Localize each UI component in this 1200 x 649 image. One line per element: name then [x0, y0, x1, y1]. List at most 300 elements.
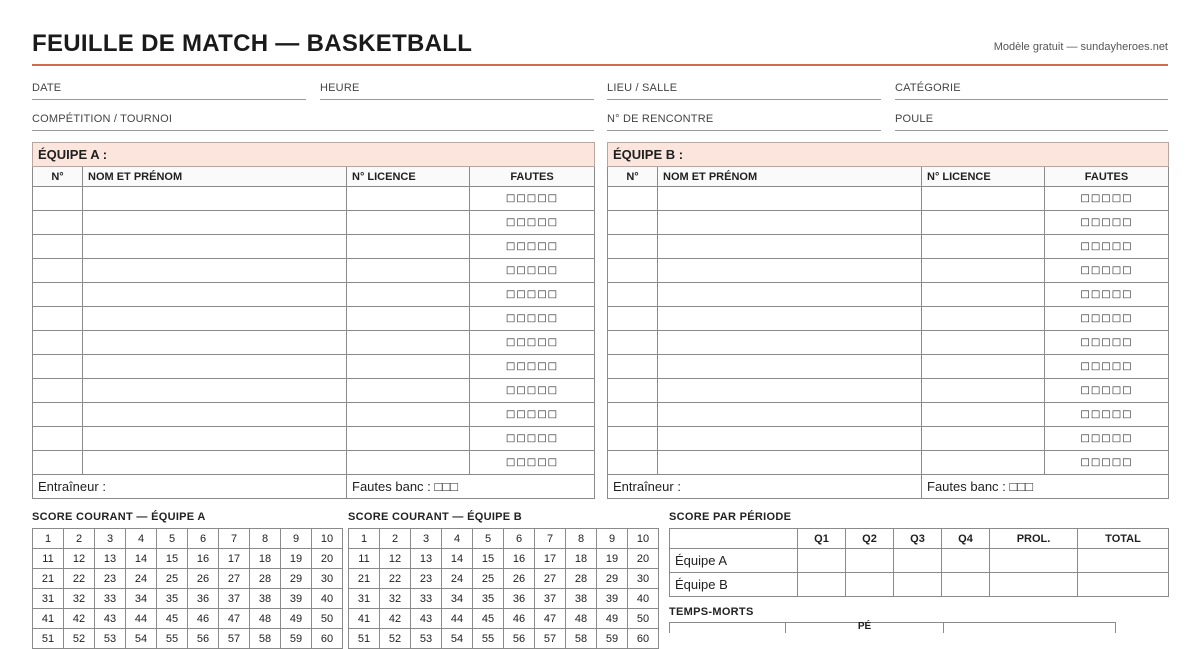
foul-boxes[interactable]: □□□□□ [470, 355, 595, 379]
period-cell[interactable] [1078, 549, 1169, 573]
player-name-cell[interactable] [83, 355, 347, 379]
score-cell[interactable]: 27 [535, 569, 566, 589]
period-cell[interactable] [894, 549, 942, 573]
period-total-header: TOTAL [1078, 529, 1169, 549]
player-name-cell[interactable] [658, 235, 922, 259]
score-cell[interactable]: 11 [349, 549, 380, 569]
period-q3-header: Q3 [894, 529, 942, 549]
player-number-cell[interactable] [608, 211, 658, 235]
period-cell[interactable] [990, 549, 1078, 573]
score-cell[interactable]: 17 [219, 549, 250, 569]
score-cell[interactable]: 10 [628, 529, 659, 549]
period-cell[interactable] [942, 549, 990, 573]
foul-boxes[interactable]: □□□□□ [470, 211, 595, 235]
score-cell[interactable]: 23 [95, 569, 126, 589]
score-cell[interactable]: 9 [281, 529, 312, 549]
score-cell[interactable]: 42 [380, 609, 411, 629]
period-cell[interactable] [894, 573, 942, 597]
score-cell[interactable]: 32 [380, 589, 411, 609]
score-cell[interactable]: 55 [473, 629, 504, 649]
score-cell[interactable]: 28 [566, 569, 597, 589]
score-cell[interactable]: 39 [281, 589, 312, 609]
player-number-cell[interactable] [608, 235, 658, 259]
score-cell[interactable]: 37 [535, 589, 566, 609]
score-cell[interactable]: 47 [219, 609, 250, 629]
period-cell[interactable] [798, 573, 846, 597]
score-cell[interactable]: 4 [442, 529, 473, 549]
player-name-cell[interactable] [658, 451, 922, 475]
player-number-cell[interactable] [33, 211, 83, 235]
column-number: N° [608, 167, 658, 187]
period-corner [670, 529, 798, 549]
score-cell[interactable]: 56 [188, 629, 219, 649]
score-cell[interactable]: 46 [504, 609, 535, 629]
player-number-cell[interactable] [608, 187, 658, 211]
score-cell[interactable]: 54 [126, 629, 157, 649]
score-cell[interactable]: 54 [442, 629, 473, 649]
player-number-cell[interactable] [33, 187, 83, 211]
table-row [33, 379, 595, 403]
score-cell[interactable]: 16 [504, 549, 535, 569]
player-name-cell[interactable] [83, 379, 347, 403]
player-number-cell[interactable] [608, 259, 658, 283]
player-number-cell[interactable] [33, 331, 83, 355]
score-cell[interactable]: 44 [442, 609, 473, 629]
player-number-cell[interactable] [608, 403, 658, 427]
score-cell[interactable]: 38 [566, 589, 597, 609]
score-cell[interactable]: 20 [628, 549, 659, 569]
team-b-bench-fouls[interactable]: Fautes banc : □□□ [922, 475, 1169, 499]
player-name-cell[interactable] [83, 307, 347, 331]
foul-boxes[interactable]: □□□□□ [1045, 427, 1169, 451]
score-cell[interactable]: 7 [535, 529, 566, 549]
team-a-coach[interactable]: Entraîneur : [33, 475, 347, 499]
player-number-cell[interactable] [33, 307, 83, 331]
period-q1-header: Q1 [798, 529, 846, 549]
period-cell[interactable] [798, 549, 846, 573]
score-cell[interactable]: 34 [126, 589, 157, 609]
table-row [33, 259, 595, 283]
pool-label: POULE [895, 113, 934, 125]
player-name-cell[interactable] [83, 259, 347, 283]
table-row [608, 307, 1169, 331]
player-number-cell[interactable] [33, 403, 83, 427]
column-number: N° [33, 167, 83, 187]
category-field[interactable] [895, 80, 1168, 100]
player-licence-cell[interactable] [922, 283, 1045, 307]
player-name-cell[interactable] [658, 379, 922, 403]
score-row [349, 589, 659, 609]
foul-boxes[interactable]: □□□□□ [1045, 403, 1169, 427]
score-cell[interactable]: 3 [95, 529, 126, 549]
score-cell[interactable]: 10 [312, 529, 343, 549]
score-cell[interactable]: 17 [535, 549, 566, 569]
foul-boxes[interactable]: □□□□□ [470, 451, 595, 475]
score-cell[interactable]: 29 [597, 569, 628, 589]
score-cell[interactable]: 25 [473, 569, 504, 589]
score-cell[interactable]: 35 [473, 589, 504, 609]
foul-boxes[interactable]: □□□□□ [470, 427, 595, 451]
player-licence-cell[interactable] [922, 235, 1045, 259]
player-licence-cell[interactable] [347, 331, 470, 355]
score-cell[interactable]: 26 [504, 569, 535, 589]
score-cell[interactable]: 15 [157, 549, 188, 569]
table-row [608, 283, 1169, 307]
column-name: NOM ET PRÉNOM [83, 167, 347, 187]
foul-boxes[interactable]: □□□□□ [470, 235, 595, 259]
player-licence-cell[interactable] [347, 307, 470, 331]
score-cell[interactable]: 29 [281, 569, 312, 589]
score-cell[interactable]: 18 [566, 549, 597, 569]
player-licence-cell[interactable] [347, 187, 470, 211]
player-licence-cell[interactable] [922, 451, 1045, 475]
foul-boxes[interactable]: □□□□□ [470, 403, 595, 427]
score-cell[interactable]: 41 [349, 609, 380, 629]
player-name-cell[interactable] [658, 331, 922, 355]
score-cell[interactable]: 4 [126, 529, 157, 549]
player-name-cell[interactable] [83, 331, 347, 355]
score-cell[interactable]: 53 [411, 629, 442, 649]
score-cell[interactable]: 35 [157, 589, 188, 609]
score-cell[interactable]: 57 [535, 629, 566, 649]
period-cell[interactable] [1078, 573, 1169, 597]
score-cell[interactable]: 1 [33, 529, 64, 549]
player-name-cell[interactable] [658, 403, 922, 427]
player-name-cell[interactable] [83, 211, 347, 235]
score-cell[interactable]: 21 [33, 569, 64, 589]
score-cell[interactable]: 8 [250, 529, 281, 549]
player-number-cell[interactable] [608, 355, 658, 379]
score-cell[interactable]: 13 [95, 549, 126, 569]
table-row [608, 331, 1169, 355]
player-number-cell[interactable] [608, 331, 658, 355]
foul-boxes[interactable]: □□□□□ [470, 259, 595, 283]
period-cell[interactable] [846, 549, 894, 573]
score-cell[interactable]: 23 [411, 569, 442, 589]
score-grid-b [348, 528, 659, 649]
player-number-cell[interactable] [33, 379, 83, 403]
player-licence-cell[interactable] [347, 355, 470, 379]
competition-field[interactable] [32, 111, 594, 131]
table-row [33, 355, 595, 379]
player-name-cell[interactable] [658, 187, 922, 211]
time-label: HEURE [320, 82, 360, 94]
player-number-cell[interactable] [608, 307, 658, 331]
score-cell[interactable]: 5 [157, 529, 188, 549]
player-name-cell[interactable] [658, 283, 922, 307]
table-row [33, 451, 595, 475]
table-row [608, 211, 1169, 235]
foul-boxes[interactable]: □□□□□ [470, 307, 595, 331]
score-cell[interactable]: 36 [188, 589, 219, 609]
player-licence-cell[interactable] [922, 211, 1045, 235]
score-row [349, 609, 659, 629]
score-cell[interactable]: 16 [188, 549, 219, 569]
score-cell[interactable]: 30 [312, 569, 343, 589]
score-row [349, 569, 659, 589]
column-fouls: FAUTES [470, 167, 595, 187]
table-row [608, 403, 1169, 427]
table-row [33, 187, 595, 211]
player-name-cell[interactable] [658, 355, 922, 379]
table-row [608, 235, 1169, 259]
score-cell[interactable]: 60 [312, 629, 343, 649]
table-row [33, 235, 595, 259]
score-cell[interactable]: 14 [442, 549, 473, 569]
player-number-cell[interactable] [33, 451, 83, 475]
player-number-cell[interactable] [33, 283, 83, 307]
score-cell[interactable]: 39 [597, 589, 628, 609]
table-row [608, 355, 1169, 379]
score-cell[interactable]: 7 [219, 529, 250, 549]
table-row [608, 187, 1169, 211]
score-cell[interactable]: 13 [411, 549, 442, 569]
score-cell[interactable]: 12 [380, 549, 411, 569]
timeouts-table [669, 622, 1169, 633]
score-cell[interactable]: 24 [126, 569, 157, 589]
foul-boxes[interactable]: □□□□□ [1045, 235, 1169, 259]
column-fouls: FAUTES [1045, 167, 1169, 187]
score-cell[interactable]: 45 [157, 609, 188, 629]
score-cell[interactable]: 46 [188, 609, 219, 629]
score-cell[interactable]: 2 [64, 529, 95, 549]
foul-boxes[interactable]: □□□□□ [1045, 451, 1169, 475]
score-cell[interactable]: 49 [597, 609, 628, 629]
score-cell[interactable]: 53 [95, 629, 126, 649]
score-cell[interactable]: 27 [219, 569, 250, 589]
score-cell[interactable]: 57 [219, 629, 250, 649]
period-cell[interactable] [846, 573, 894, 597]
score-cell[interactable]: 49 [281, 609, 312, 629]
player-name-cell[interactable] [658, 427, 922, 451]
score-cell[interactable]: 43 [411, 609, 442, 629]
player-number-cell[interactable] [33, 427, 83, 451]
team-a-title: ÉQUIPE A : [33, 143, 595, 167]
table-row [608, 259, 1169, 283]
pool-field[interactable] [895, 111, 1168, 131]
player-licence-cell[interactable] [347, 427, 470, 451]
foul-boxes[interactable]: □□□□□ [1045, 211, 1169, 235]
score-cell[interactable]: 38 [250, 589, 281, 609]
period-overtime-header: PROL. [990, 529, 1078, 549]
score-cell[interactable]: 41 [33, 609, 64, 629]
player-licence-cell[interactable] [922, 307, 1045, 331]
player-licence-cell[interactable] [347, 451, 470, 475]
team-b-coach[interactable]: Entraîneur : [608, 475, 922, 499]
score-b-title: SCORE COURANT — ÉQUIPE B [348, 511, 523, 523]
foul-boxes[interactable]: □□□□□ [1045, 307, 1169, 331]
foul-boxes[interactable]: □□□□□ [1045, 283, 1169, 307]
score-grid-a [32, 528, 343, 649]
score-cell[interactable]: 48 [566, 609, 597, 629]
player-licence-cell[interactable] [347, 283, 470, 307]
score-cell[interactable]: 43 [95, 609, 126, 629]
score-cell[interactable]: 40 [312, 589, 343, 609]
score-cell[interactable]: 51 [33, 629, 64, 649]
table-row [33, 283, 595, 307]
score-cell[interactable]: 25 [157, 569, 188, 589]
score-row [33, 629, 343, 649]
player-number-cell[interactable] [33, 235, 83, 259]
player-number-cell[interactable] [608, 451, 658, 475]
player-name-cell[interactable] [83, 427, 347, 451]
foul-boxes[interactable]: □□□□□ [1045, 187, 1169, 211]
team-b-roster [607, 142, 1169, 499]
score-cell[interactable]: 11 [33, 549, 64, 569]
timeouts-col [670, 623, 786, 633]
period-score-title: SCORE PAR PÉRIODE [669, 511, 792, 523]
score-a-title: SCORE COURANT — ÉQUIPE A [32, 511, 206, 523]
player-licence-cell[interactable] [347, 235, 470, 259]
foul-boxes[interactable]: □□□□□ [1045, 331, 1169, 355]
score-cell[interactable]: 15 [473, 549, 504, 569]
player-name-cell[interactable] [83, 187, 347, 211]
player-licence-cell[interactable] [922, 331, 1045, 355]
score-row [349, 529, 659, 549]
team-a-bench-fouls[interactable]: Fautes banc : □□□ [347, 475, 595, 499]
player-licence-cell[interactable] [922, 355, 1045, 379]
score-cell[interactable]: 1 [349, 529, 380, 549]
score-cell[interactable]: 37 [219, 589, 250, 609]
score-cell[interactable]: 33 [411, 589, 442, 609]
credit-text: Modèle gratuit — sundayheroes.net [993, 41, 1168, 53]
score-row [33, 569, 343, 589]
score-cell[interactable]: 48 [250, 609, 281, 629]
player-licence-cell[interactable] [347, 403, 470, 427]
period-score-table [669, 528, 1169, 597]
score-cell[interactable]: 3 [411, 529, 442, 549]
score-cell[interactable]: 42 [64, 609, 95, 629]
score-cell[interactable]: 31 [349, 589, 380, 609]
player-name-cell[interactable] [83, 283, 347, 307]
score-cell[interactable]: 58 [250, 629, 281, 649]
player-number-cell[interactable] [608, 427, 658, 451]
score-cell[interactable]: 40 [628, 589, 659, 609]
player-licence-cell[interactable] [922, 379, 1045, 403]
column-licence: N° LICENCE [347, 167, 470, 187]
score-cell[interactable]: 19 [281, 549, 312, 569]
score-cell[interactable]: 18 [250, 549, 281, 569]
score-cell[interactable]: 60 [628, 629, 659, 649]
score-cell[interactable]: 36 [504, 589, 535, 609]
score-cell[interactable]: 44 [126, 609, 157, 629]
score-cell[interactable]: 22 [380, 569, 411, 589]
score-cell[interactable]: 59 [281, 629, 312, 649]
score-cell[interactable]: 19 [597, 549, 628, 569]
score-row [33, 609, 343, 629]
score-cell[interactable]: 52 [380, 629, 411, 649]
score-cell[interactable]: 56 [504, 629, 535, 649]
score-cell[interactable]: 14 [126, 549, 157, 569]
player-number-cell[interactable] [608, 379, 658, 403]
player-number-cell[interactable] [33, 259, 83, 283]
foul-boxes[interactable]: □□□□□ [1045, 379, 1169, 403]
period-row-team-a: Équipe A [670, 549, 798, 573]
page-title: FEUILLE DE MATCH — BASKETBALL [32, 30, 473, 57]
score-cell[interactable]: 28 [250, 569, 281, 589]
player-licence-cell[interactable] [347, 211, 470, 235]
player-licence-cell[interactable] [922, 187, 1045, 211]
table-row [33, 331, 595, 355]
score-cell[interactable]: 55 [157, 629, 188, 649]
player-name-cell[interactable] [83, 403, 347, 427]
period-cell[interactable] [990, 573, 1078, 597]
score-row [33, 529, 343, 549]
timeouts-col: PÉ [786, 623, 944, 633]
player-licence-cell[interactable] [922, 403, 1045, 427]
score-cell[interactable]: 20 [312, 549, 343, 569]
score-cell[interactable]: 32 [64, 589, 95, 609]
player-licence-cell[interactable] [922, 427, 1045, 451]
score-cell[interactable]: 52 [64, 629, 95, 649]
player-number-cell[interactable] [33, 355, 83, 379]
foul-boxes[interactable]: □□□□□ [470, 187, 595, 211]
score-cell[interactable]: 58 [566, 629, 597, 649]
score-cell[interactable]: 26 [188, 569, 219, 589]
player-licence-cell[interactable] [922, 259, 1045, 283]
competition-label: COMPÉTITION / TOURNOI [32, 113, 173, 125]
foul-boxes[interactable]: □□□□□ [1045, 259, 1169, 283]
date-field[interactable] [32, 80, 306, 100]
venue-label: LIEU / SALLE [607, 82, 678, 94]
period-cell[interactable] [942, 573, 990, 597]
player-name-cell[interactable] [658, 307, 922, 331]
score-cell[interactable]: 59 [597, 629, 628, 649]
player-number-cell[interactable] [608, 283, 658, 307]
score-cell[interactable]: 45 [473, 609, 504, 629]
player-name-cell[interactable] [658, 211, 922, 235]
time-field[interactable] [320, 80, 594, 100]
column-name: NOM ET PRÉNOM [658, 167, 922, 187]
match-number-field[interactable] [607, 111, 881, 131]
player-name-cell[interactable] [83, 451, 347, 475]
score-cell[interactable]: 47 [535, 609, 566, 629]
foul-boxes[interactable]: □□□□□ [470, 283, 595, 307]
score-cell[interactable]: 33 [95, 589, 126, 609]
timeouts-col [944, 623, 1116, 633]
score-cell[interactable]: 2 [380, 529, 411, 549]
score-cell[interactable]: 51 [349, 629, 380, 649]
foul-boxes[interactable]: □□□□□ [470, 331, 595, 355]
table-row [33, 211, 595, 235]
score-cell[interactable]: 30 [628, 569, 659, 589]
score-cell[interactable]: 34 [442, 589, 473, 609]
score-cell[interactable]: 31 [33, 589, 64, 609]
period-q2-header: Q2 [846, 529, 894, 549]
column-licence: N° LICENCE [922, 167, 1045, 187]
score-cell[interactable]: 6 [188, 529, 219, 549]
score-cell[interactable]: 50 [312, 609, 343, 629]
player-name-cell[interactable] [658, 259, 922, 283]
score-cell[interactable]: 22 [64, 569, 95, 589]
match-number-label: N° DE RENCONTRE [607, 113, 714, 125]
score-cell[interactable]: 50 [628, 609, 659, 629]
table-row [608, 427, 1169, 451]
score-cell[interactable]: 5 [473, 529, 504, 549]
score-cell[interactable]: 12 [64, 549, 95, 569]
player-licence-cell[interactable] [347, 379, 470, 403]
score-cell[interactable]: 24 [442, 569, 473, 589]
foul-boxes[interactable]: □□□□□ [1045, 355, 1169, 379]
score-cell[interactable]: 8 [566, 529, 597, 549]
score-cell[interactable]: 9 [597, 529, 628, 549]
venue-field[interactable] [607, 80, 881, 100]
foul-boxes[interactable]: □□□□□ [470, 379, 595, 403]
player-name-cell[interactable] [83, 235, 347, 259]
player-licence-cell[interactable] [347, 259, 470, 283]
score-cell[interactable]: 21 [349, 569, 380, 589]
score-cell[interactable]: 6 [504, 529, 535, 549]
